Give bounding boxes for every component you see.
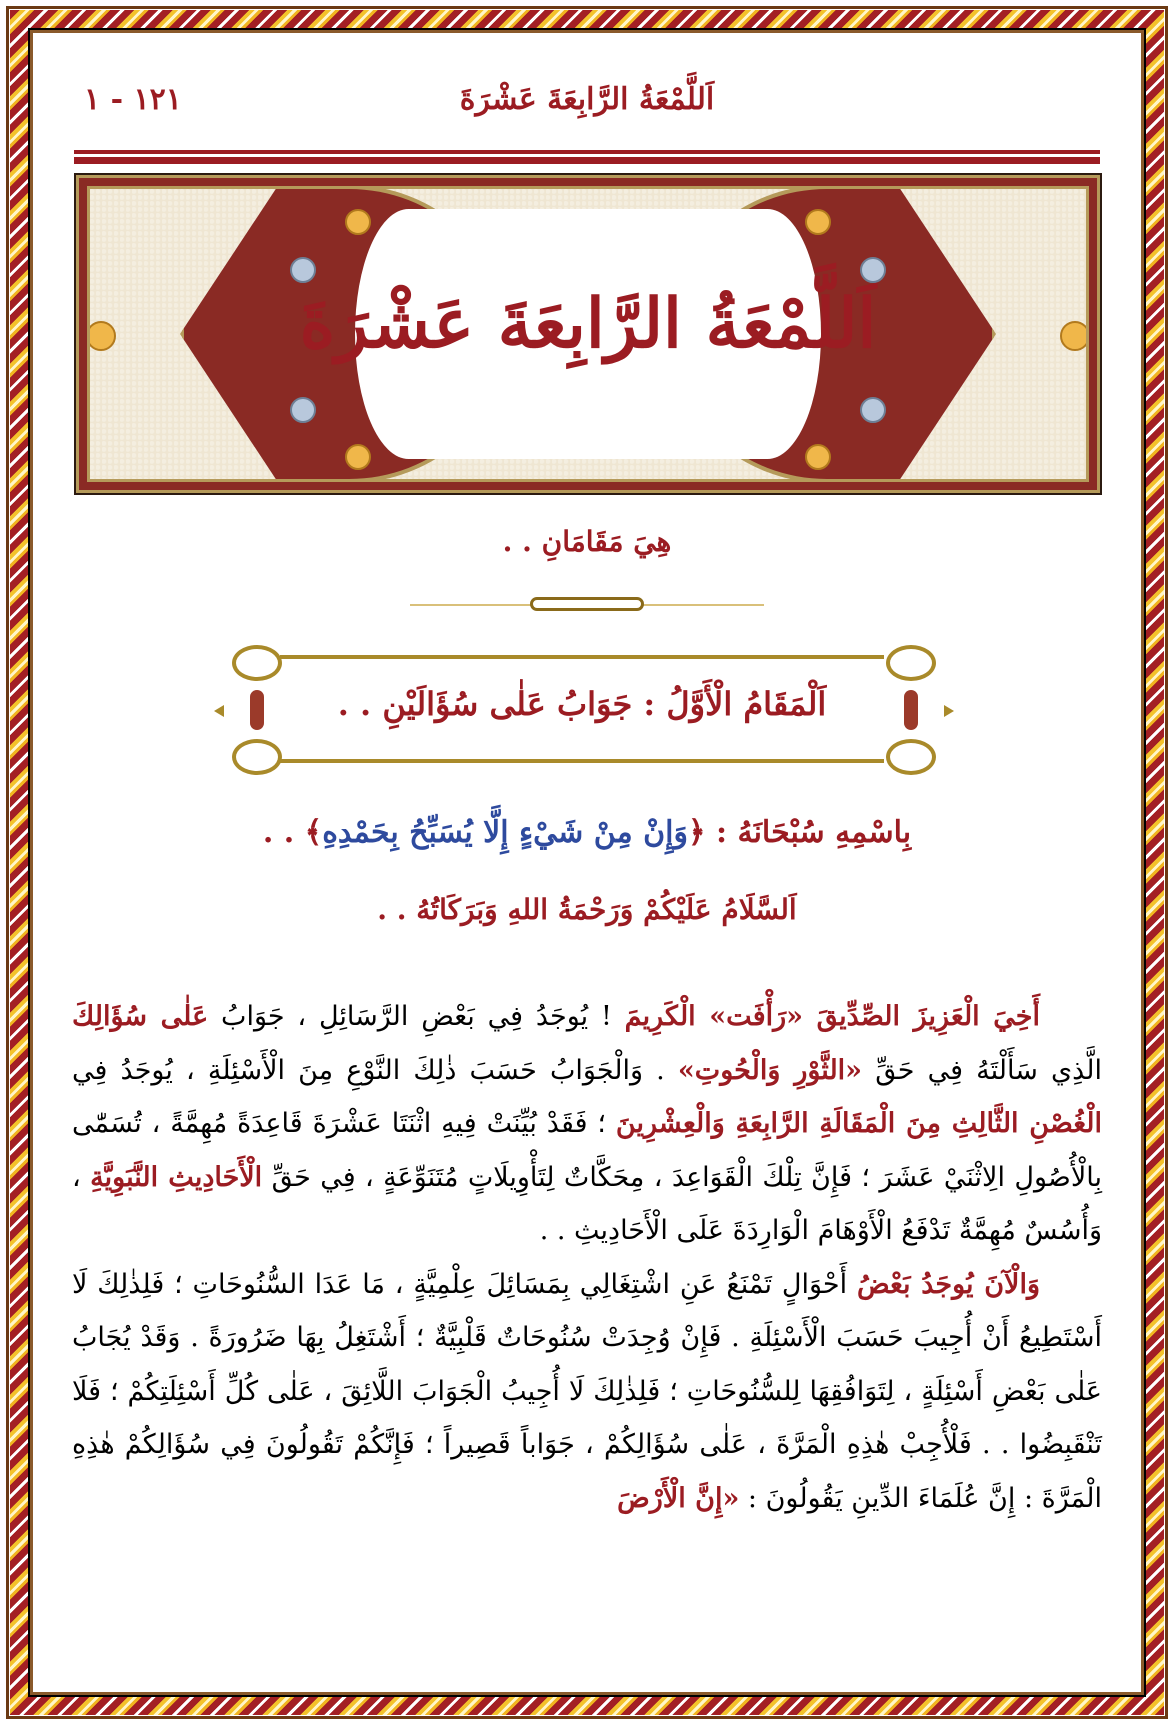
- quran-bracket-open: ﴿: [687, 815, 706, 850]
- quran-verse: وَإِنْ مِنْ شَيْءٍ إِلَّا يُسَبِّحُ بِحَمْدِهِ: [322, 815, 688, 850]
- text-segment: أَخِيَ الْعَزِيزَ الصِّدِّيقَ «رَأْفَت» الْكَرِيمَ: [624, 1001, 1041, 1032]
- paragraph: [72, 1258, 1102, 1526]
- banner-background: [87, 186, 1089, 482]
- flower-icon: [290, 257, 316, 283]
- section-heading-box: [280, 655, 884, 763]
- paragraph: [72, 990, 1102, 1258]
- section-title: اَلْمَقَامُ الْأَوَّلُ : جَوَابُ عَلٰى سُؤَالَيْنِ . .: [337, 685, 827, 723]
- text-segment: الْأَحَادِيثِ النَّبَوِيَّةِ: [90, 1161, 263, 1193]
- flower-icon: [345, 209, 371, 235]
- text-segment: أَحْوَالٍ تَمْنَعُ عَنِ اشْتِغَالِي بِمَسَائِلَ عِلْمِيَّةٍ ، مَا عَدَا السُّنُوحَاتِ ؛ فَلِذٰلِكَ لَا أَسْتَطِيعُ أَنْ أُجِيبَ حَسَبَ الْأَسْئِلَةِ . فَإِنْ وُجِدَتْ سُنُوحَاتٌ قَلْبِيَّةٌ ؛ أَشْتَغِلُ بِهَا ضَرُورَةً . وَقَدْ يُجَابُ عَلٰى بَعْضِ أَسْئِلَةٍ ، لِتَوَافُقِهَا لِلسُّنُوحَاتِ ؛ فَلِذٰلِكَ لَا أُجِيبُ الْجَوَابَ اللَّائِقَ ، عَلٰى كُلِّ أَسْئِلَتِكُمْ ؛ فَلَا تَنْقَبِضُوا . . فَلْأُجِبْ هٰذِهِ الْمَرَّةَ ، عَلٰى سُؤَالِكُمْ ، جَوَاباً قَصِيراً ؛ فَإِنَّكُمْ تَقُولُونَ فِي سُؤَالِكُمْ هٰذِهِ الْمَرَّةَ : إِنَّ عُلَمَاءَ الدِّينِ يَقُولُونَ :: [72, 1268, 1102, 1514]
- running-header: [74, 82, 1100, 132]
- flower-icon: [860, 257, 886, 283]
- quran-bracket-close: ﴾: [304, 815, 323, 850]
- text-segment: ! يُوجَدُ فِي بَعْضِ الرَّسَائِلِ ، جَوَابُ: [208, 1001, 625, 1032]
- flower-icon: [345, 444, 371, 470]
- basmala-line: [0, 815, 1174, 850]
- banner-title: اَللَّمْعَةُ الرَّابِعَةَ عَشْرَةَ: [299, 284, 877, 364]
- running-title: اَللَّمْعَةُ الرَّابِعَةَ عَشْرَةَ: [459, 82, 715, 117]
- basmala-prefix: بِاسْمِهِ سُبْحَانَهُ :: [715, 815, 912, 850]
- header-rule-thin: [74, 150, 1100, 154]
- text-segment: الَّذِي سَأَلْتَهُ فِي حَقِّ: [862, 1054, 1103, 1086]
- section-ornament-right-icon: [876, 645, 946, 775]
- text-segment: عَلٰى سُؤَالِكَ: [72, 1001, 209, 1032]
- flower-icon: [805, 209, 831, 235]
- text-segment: وَالْآنَ يُوجَدُ بَعْضُ: [856, 1268, 1040, 1300]
- divider-knot-ornament: [530, 597, 644, 611]
- text-segment: «الثَّوْرِ وَالْحُوتِ»: [677, 1054, 863, 1086]
- body-text: [72, 990, 1102, 1525]
- salam-greeting: اَلسَّلَامُ عَلَيْكُمْ وَرَحْمَةُ اللهِ وَبَرَكَاتُهُ . .: [377, 893, 797, 926]
- text-segment: . وَالْجَوَابُ حَسَبَ ذٰلِكَ النَّوْعِ مِنَ الْأَسْئِلَةِ ، يُوجَدُ فِي: [72, 1054, 678, 1086]
- text-segment: «إِنَّ الْأَرْضَ: [617, 1482, 740, 1514]
- text-segment: ، وَأُسُسٌ مُهِمَّةٌ تَدْفَعُ الْأَوْهَامَ الْوَارِدَةَ عَلَى الْأَحَادِيثِ . .: [72, 1161, 1102, 1246]
- title-banner: [76, 175, 1100, 493]
- page-number: ١٢١ - ١: [84, 82, 182, 117]
- subtitle: هِيَ مَقَامَانِ . .: [502, 525, 672, 558]
- text-segment: ؛ فَقَدْ بُيِّنَتْ فِيهِ اثْنَتَا عَشْرَةَ قَاعِدَةً مُهِمَّةً ، تُسَمّٰى بِالْأُصُولِ الِاثْنَيْ عَشَرَ ؛ فَإِنَّ تِلْكَ الْقَوَاعِدَ ، مِحَكَّاتٌ لِتَأْوِيلَاتٍ مُتَنَوِّعَةٍ ، فِي حَقِّ: [72, 1108, 1102, 1193]
- basmala-suffix: . .: [262, 815, 305, 850]
- header-rule-thick: [74, 157, 1100, 164]
- text-segment: الْغُصْنِ الثَّالِثِ مِنَ الْمَقَالَةِ الرَّابِعَةِ وَالْعِشْرِينَ: [615, 1108, 1102, 1139]
- flower-icon: [805, 444, 831, 470]
- flower-icon: [290, 397, 316, 423]
- flower-icon: [860, 397, 886, 423]
